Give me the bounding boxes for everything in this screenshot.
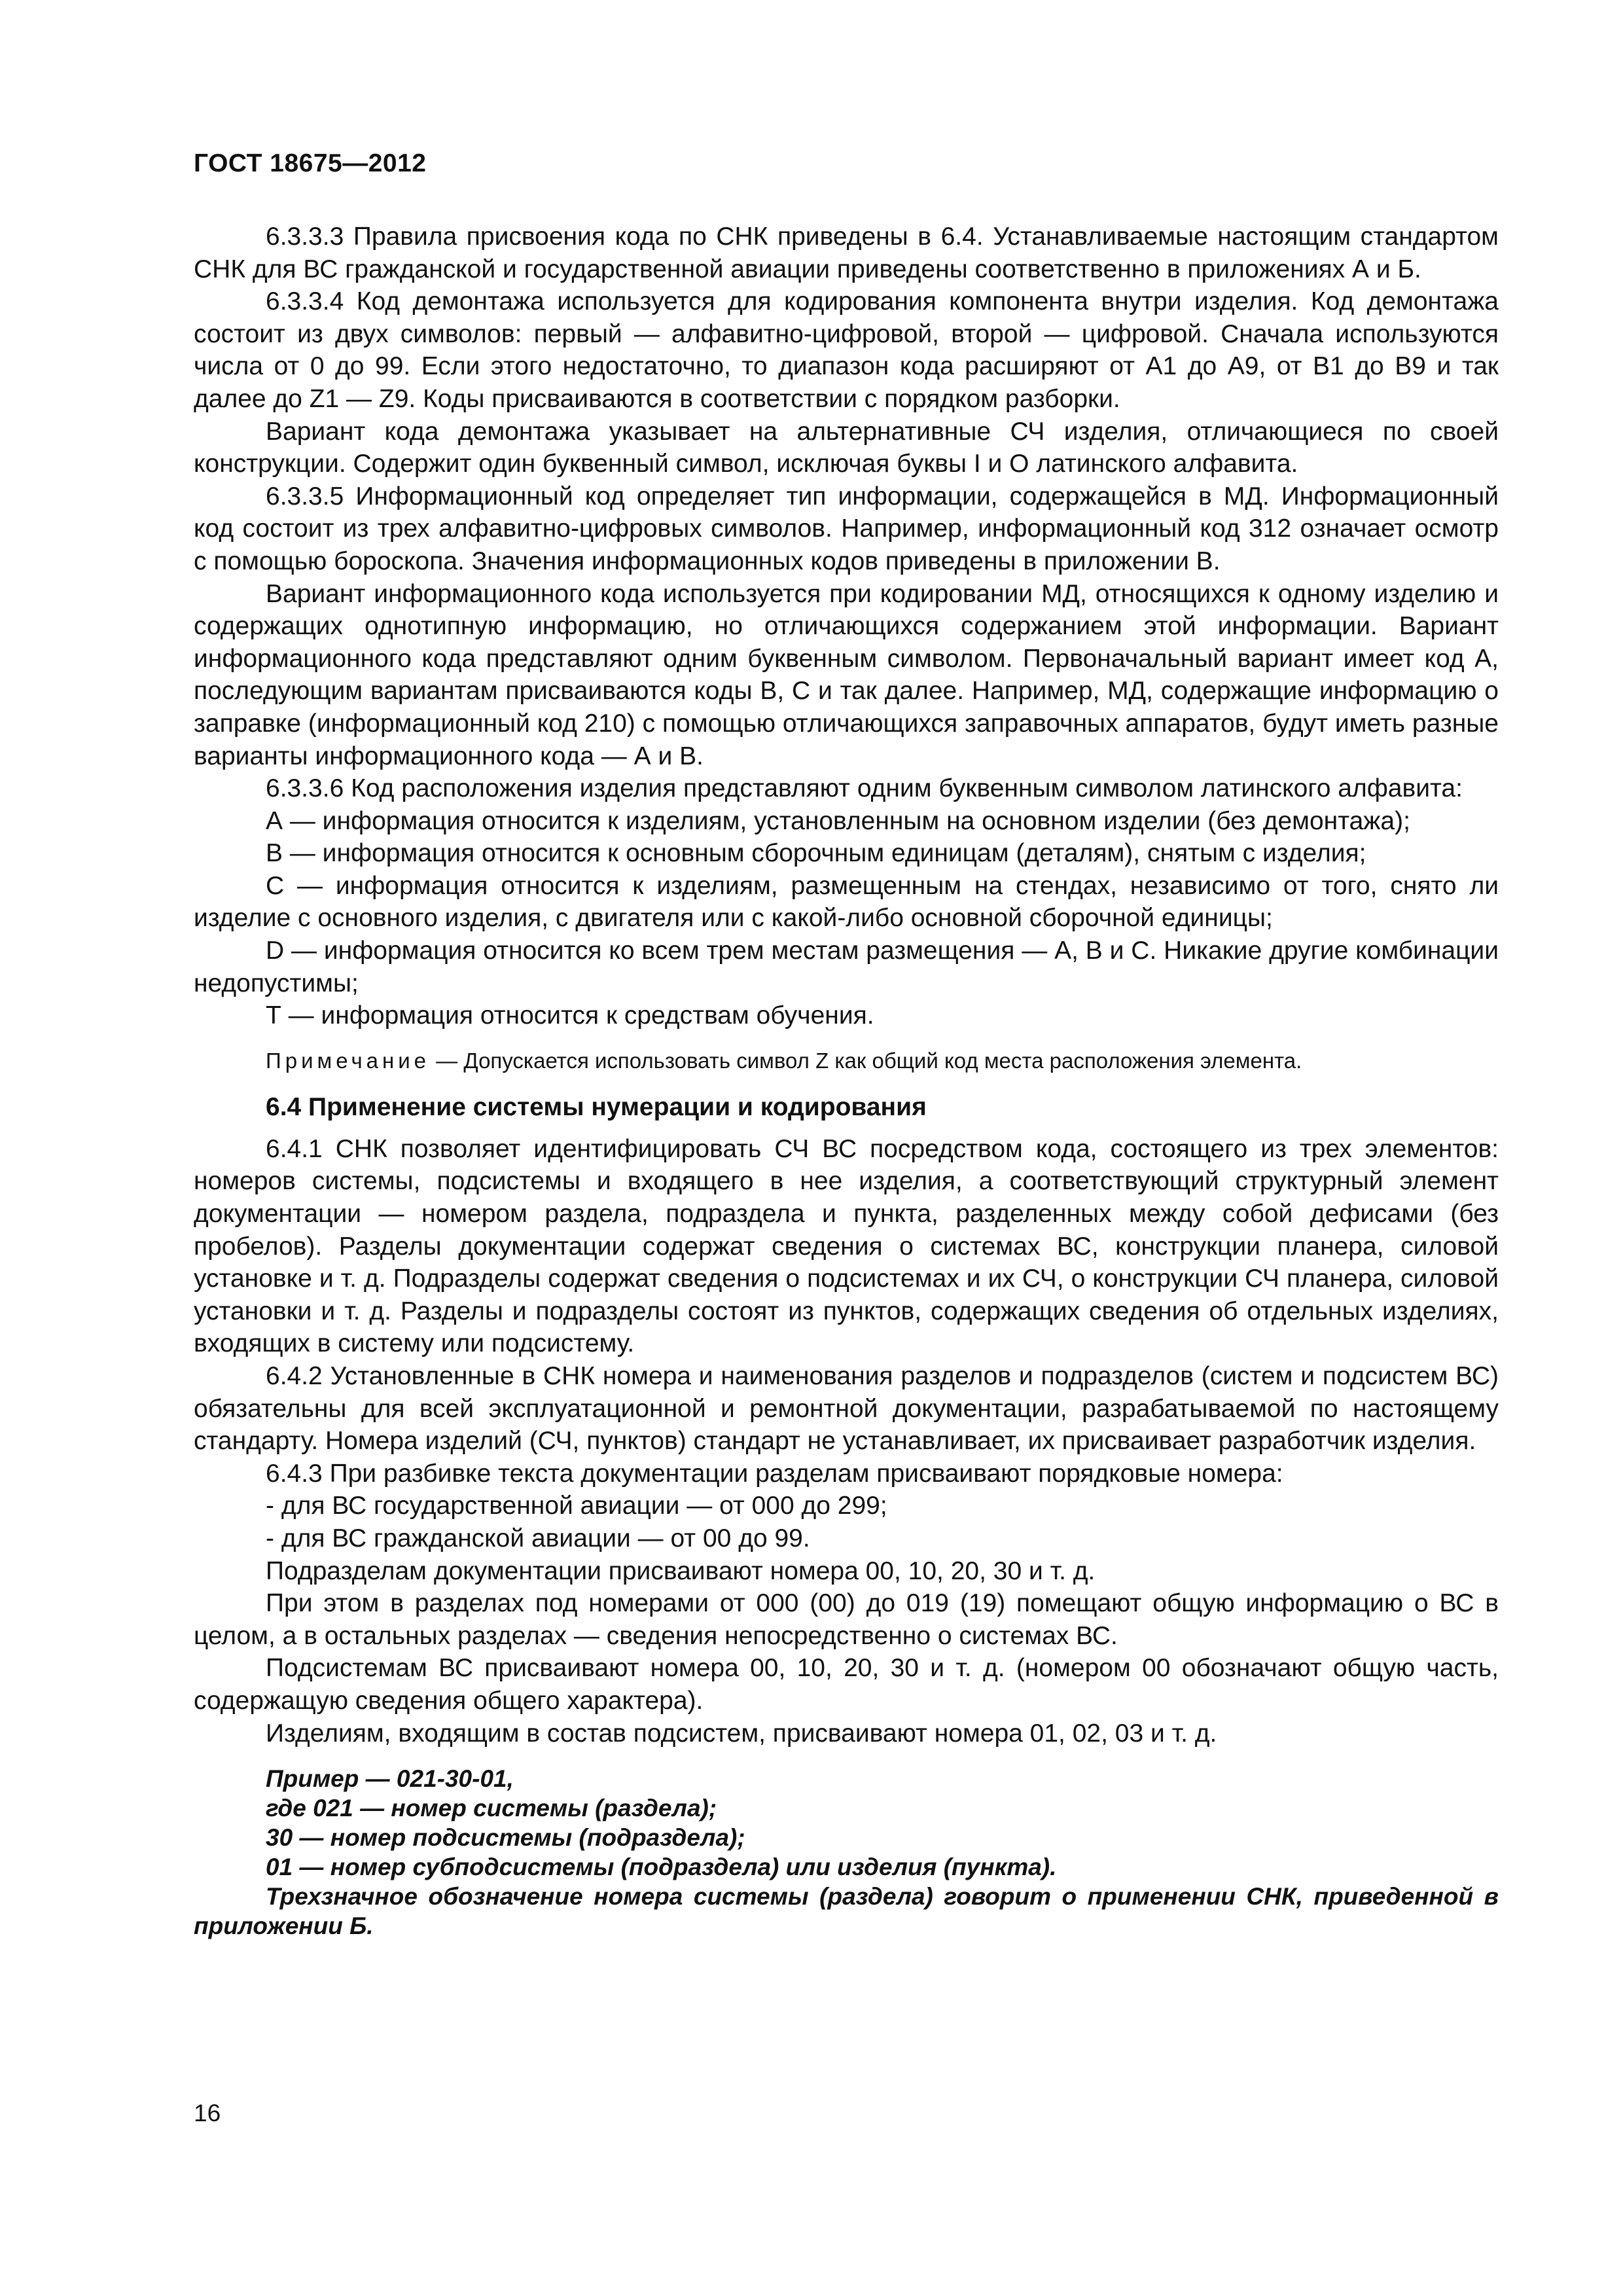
paragraph: При этом в разделах под номерами от 000 (00) до 019 (19) помещают общую информацию о ВС в целом, а в остальных разделах — сведения непосредственно о системах ВС. (194, 1589, 1499, 1650)
list-item: Т — информация относится к средствам обучения. (266, 1001, 874, 1030)
document-body (194, 221, 1499, 1941)
paragraph: Изделиям, входящим в состав подсистем, присваивают номера 01, 02, 03 и т. д. (266, 1719, 1217, 1748)
paragraph: Вариант информационного кода используется при кодировании МД, относящихся к одному изделию и содержащих однотипную информацию, но отличающихся содержанием этой информации. Вариант информационного кода представляют одним буквенным символом. Первоначальный вариант имеет код А, последующим вариантам присваиваются коды В, С и так далее. Например, МД, содержащие информацию о заправке (информационный код 210) с помощью отличающихся заправочных аппаратов, будут иметь разные варианты информационного кода — А и В. (194, 579, 1499, 770)
note (194, 1047, 1499, 1075)
paragraph: 6.3.3.6 Код расположения изделия представляют одним буквенным символом латинского алфавита: (266, 774, 1463, 803)
list-item: - для ВС гражданской авиации — от 00 до 99. (266, 1524, 810, 1552)
list-item: В — информация относится к основным сборочным единицам (деталям), снятым с изделия; (266, 839, 1366, 868)
paragraph: Вариант кода демонтажа указывает на альтернативные СЧ изделия, отличающиеся по своей конструкции. Содержит один буквенный символ, исключая буквы I и О латинского алфавита. (194, 417, 1499, 478)
example-block (194, 1764, 1499, 1941)
example-line: Пример — 021-30-01, (266, 1765, 514, 1793)
list-item: С — информация относится к изделиям, размещенным на стендах, независимо от того, снято ли изделие с основного изделия, с двигателя или с какой-либо основной сборочной единицы; (194, 871, 1499, 933)
note-label: Примечание (266, 1048, 431, 1073)
example-final: Трехзначное обозначение номера системы (раздела) говорит о применении СНК, приведенной в приложении Б. (194, 1883, 1499, 1940)
section-title: 6.4 Применение системы нумерации и кодирования (266, 1092, 927, 1121)
paragraph: 6.3.3.5 Информационный код определяет тип информации, содержащейся в МД. Информационный код состоит из трех алфавитно-цифровых символов. Например, информационный код 312 означает осмотр с помощью бороскопа. Значения информационных кодов приведены в приложении В. (194, 482, 1499, 575)
paragraph: 6.3.3.3 Правила присвоения кода по СНК приведены в 6.4. Устанавливаемые настоящим стандартом СНК для ВС гражданской и государственной авиации приведены соответственно в приложениях А и Б. (194, 223, 1499, 283)
document-header: ГОСТ 18675—2012 (194, 149, 427, 177)
paragraph: 6.4.1 СНК позволяет идентифицировать СЧ ВС посредством кода, состоящего из трех элементов: номеров системы, подсистемы и входящего в нее изделия, а соответствующий структурный элемент документации — номером раздела, подраздела и пункта, разделенных между собой дефисами (без пробелов). Разделы документации содержат сведения о системах ВС, конструкции планера, силовой установке и т. д. Подразделы содержат сведения о подсистемах и их СЧ, о конструкции СЧ планера, силовой установки и т. д. Разделы и подразделы состоят из пунктов, содержащих сведения об отдельных изделиях, входящих в систему или подсистему. (194, 1134, 1499, 1358)
page-number: 16 (194, 2100, 221, 2126)
list-item: D — информация относится ко всем трем местам размещения — А, В и С. Никакие другие комбинации недопустимы; (194, 937, 1499, 997)
list-item: - для ВС государственной авиации — от 000 до 299; (266, 1492, 887, 1520)
example-line: 01 — номер субподсистемы (подраздела) или изделия (пункта). (266, 1854, 1057, 1881)
example-line: где 021 — номер системы (раздела); (266, 1795, 717, 1822)
paragraph: Подразделам документации присваивают номера 00, 10, 20, 30 и т. д. (266, 1556, 1096, 1585)
paragraph: Подсистемам ВС присваивают номера 00, 10, 20, 30 и т. д. (номером 00 обозначают общую часть, содержащую сведения общего характера). (194, 1654, 1499, 1715)
paragraph: 6.4.2 Установленные в СНК номера и наименования разделов и подразделов (систем и подсистем ВС) обязательны для всей эксплуатационной и ремонтной документации, разрабатываемой по настоящему стандарту. Номера изделий (СЧ, пунктов) стандарт не устанавливает, их присваивает разработчик изделия. (194, 1362, 1499, 1456)
note-text: — Допускается использовать символ Z как общий код места расположения элемента. (430, 1048, 1302, 1073)
paragraph: 6.4.3 При разбивке текста документации разделам присваивают порядковые номера: (266, 1459, 1283, 1488)
list-item: А — информация относится к изделиям, установленным на основном изделии (без демонтажа); (266, 806, 1410, 835)
example-line: 30 — номер подсистемы (подраздела); (266, 1824, 745, 1852)
paragraph: 6.3.3.4 Код демонтажа используется для кодирования компонента внутри изделия. Код демонтажа состоит из двух символов: первый — алфавитно-цифровой, второй — цифровой. Сначала используются числа от 0 до 99. Если этого недостаточно, то диапазон кода расширяют от А1 до А9, от В1 до В9 и так далее до Z1 — Z9. Коды присваиваются в соответствии с порядком разборки. (194, 287, 1499, 413)
